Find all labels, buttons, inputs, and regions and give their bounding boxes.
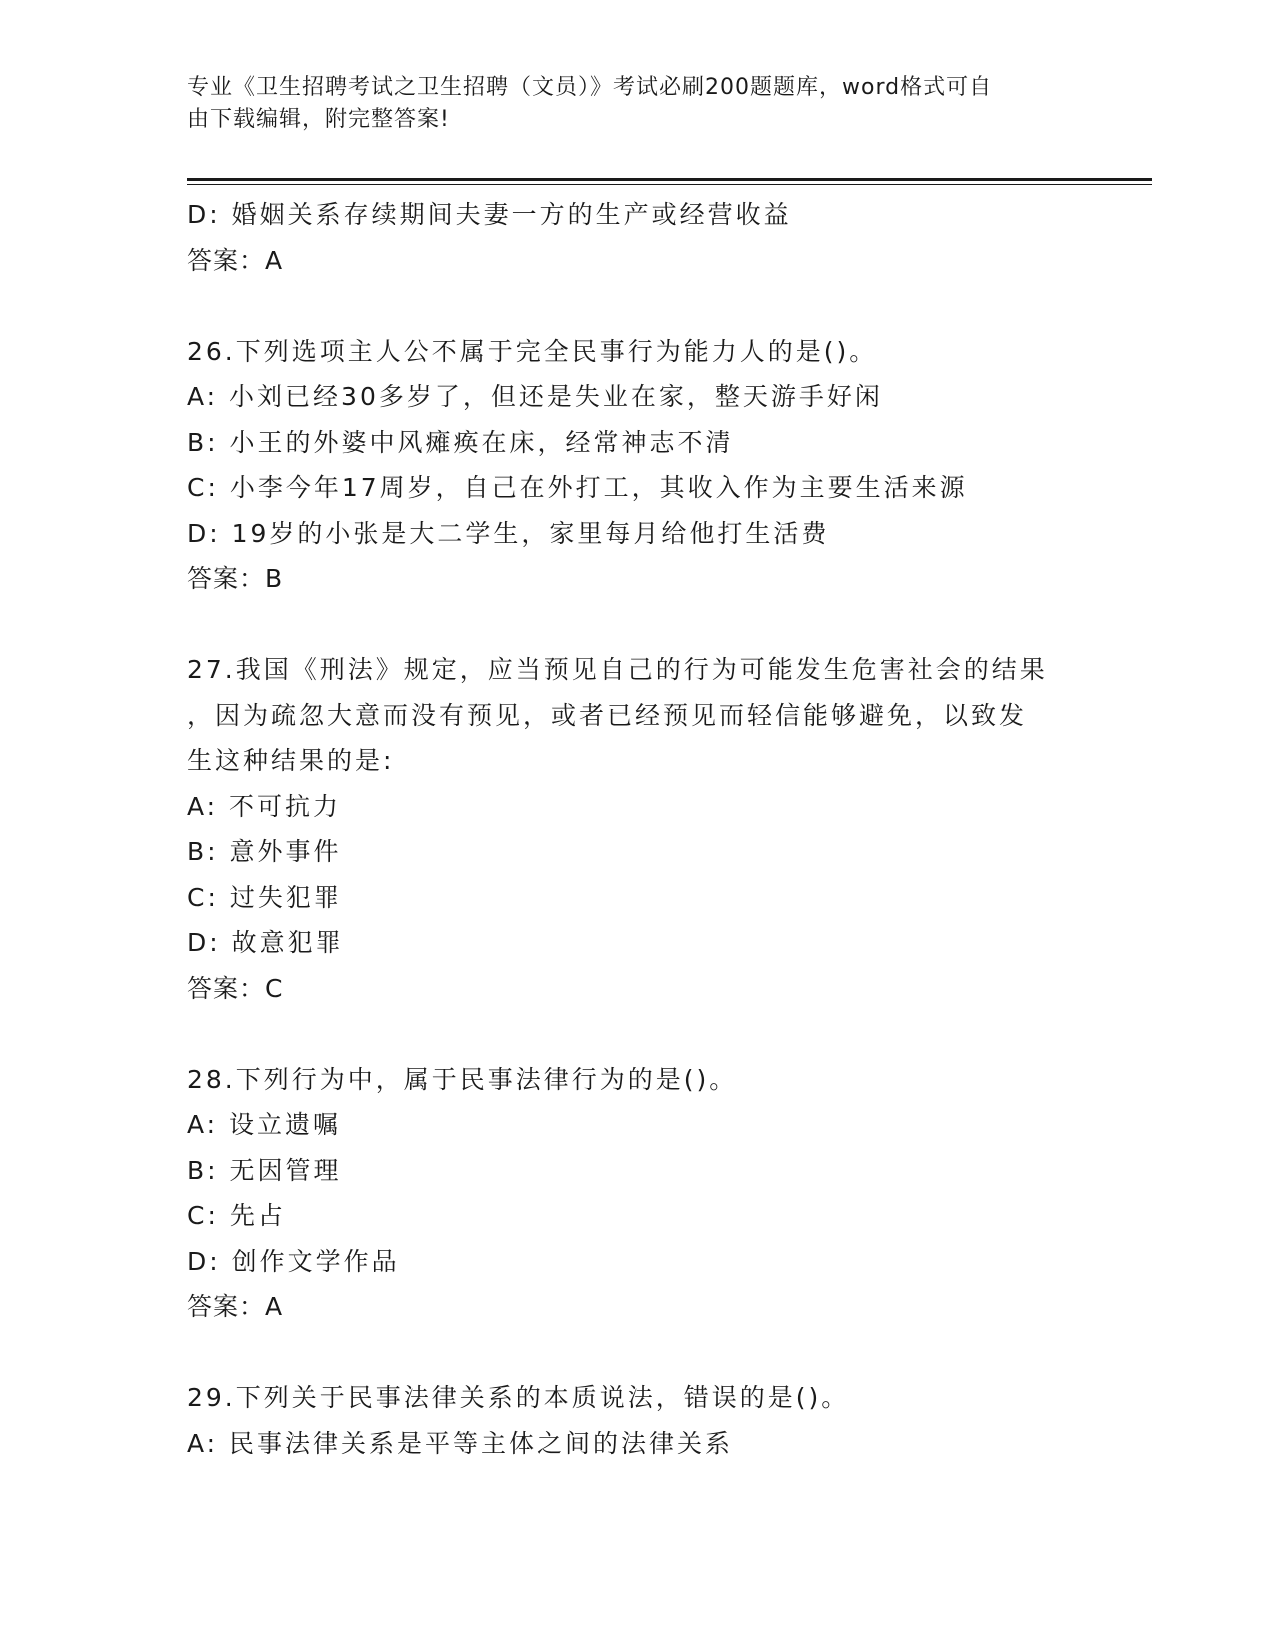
option-line: C: 先占: [187, 1201, 286, 1230]
spacer: [187, 1011, 1087, 1057]
question-stem: 生这种结果的是:: [187, 746, 395, 775]
option-line: B: 小王的外婆中风瘫痪在床，经常神志不清: [187, 427, 734, 457]
option-line: D: 婚姻关系存续期间夫妻一方的生产或经营收益: [187, 200, 792, 229]
header-line-1: 专业《卫生招聘考试之卫生招聘（文员）》考试必刷200题题库，word格式可自: [187, 75, 993, 100]
question-stem: ，因为疏忽大意而没有预见，或者已经预见而轻信能够避免，以致发: [187, 700, 1028, 730]
question-stem: 29.下列关于民事法律关系的本质说法，错误的是()。: [187, 1383, 850, 1412]
option-line: C: 过失犯罪: [187, 882, 342, 912]
answer-line: 答案：A: [187, 1292, 284, 1321]
header-divider-thin: [187, 184, 1152, 185]
option-line: A: 设立遗嘱: [187, 1110, 342, 1139]
option-line: D: 创作文学作品: [187, 1246, 400, 1276]
option-line: A: 不可抗力: [187, 791, 342, 821]
option-line: A: 民事法律关系是平等主体之间的法律关系: [187, 1428, 734, 1458]
option-line: C: 小李今年17周岁，自己在外打工，其收入作为主要生活来源: [187, 473, 968, 502]
option-line: D: 故意犯罪: [187, 928, 344, 957]
option-line: A: 小刘已经30多岁了，但还是失业在家，整天游手好闲: [187, 382, 883, 411]
header-line-2: 由下载编辑，附完整答案!: [187, 107, 450, 132]
header-divider-thick: [187, 178, 1152, 181]
document-header: [187, 72, 1067, 136]
answer-line: 答案：B: [187, 564, 284, 593]
answer-line: 答案：A: [187, 245, 284, 275]
spacer: [187, 283, 1087, 329]
option-line: D: 19岁的小张是大二学生，家里每月给他打生活费: [187, 518, 830, 548]
spacer: [187, 602, 1087, 648]
question-list: [187, 192, 1087, 1466]
question-stem: 26.下列选项主人公不属于完全民事行为能力人的是()。: [187, 336, 878, 366]
question-stem: 28.下列行为中，属于民事法律行为的是()。: [187, 1064, 738, 1094]
question-stem: 27.我国《刑法》规定，应当预见自己的行为可能发生危害社会的结果: [187, 655, 1048, 684]
option-line: B: 意外事件: [187, 837, 342, 866]
answer-line: 答案：C: [187, 973, 284, 1003]
spacer: [187, 1330, 1087, 1376]
option-line: B: 无因管理: [187, 1155, 342, 1185]
